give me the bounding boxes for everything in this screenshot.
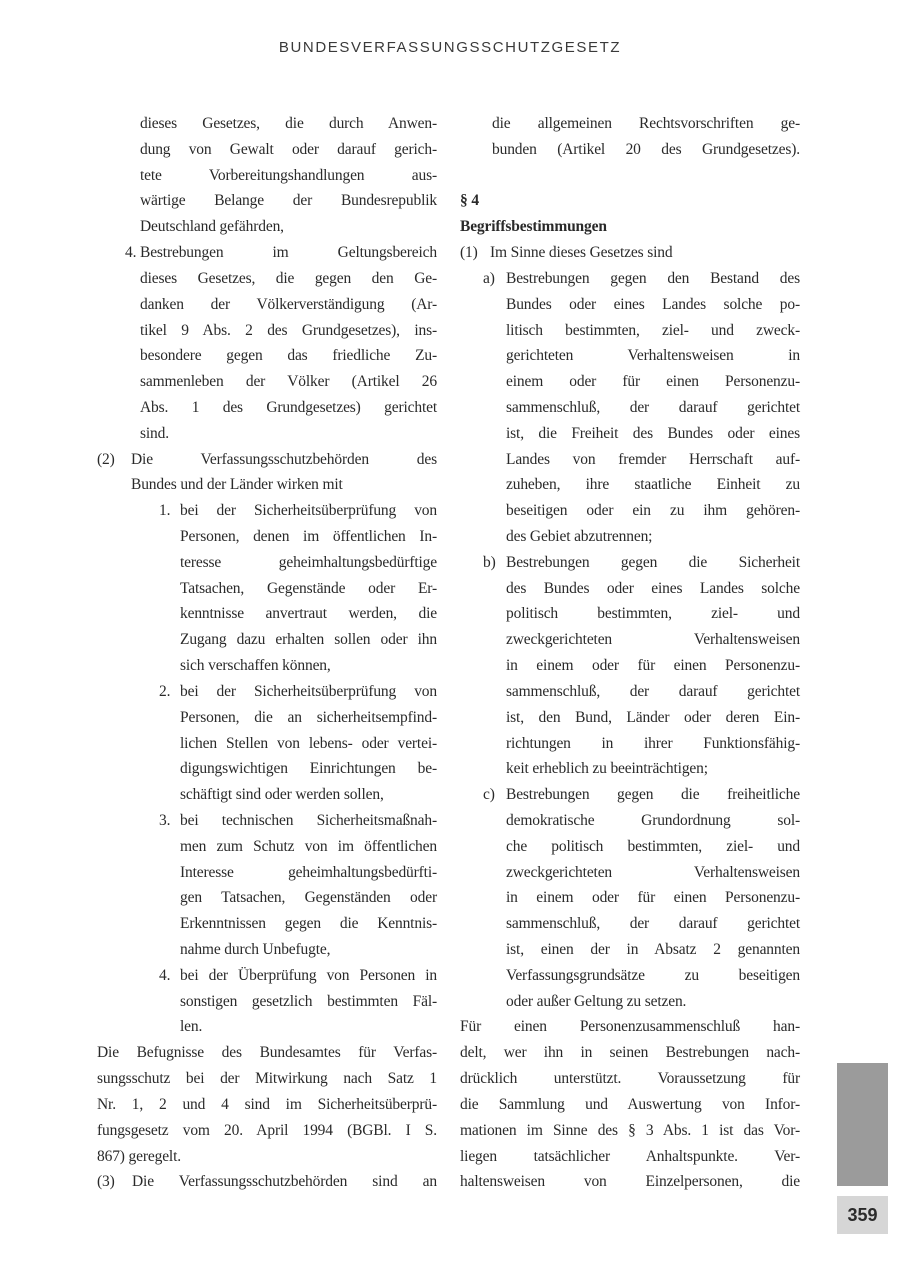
text-line: bunden (Artikel 20 des Grundgesetzes). <box>492 140 800 158</box>
paragraph-2 <box>97 447 437 499</box>
text-line: schäftigt sind oder werden sollen, <box>180 786 384 804</box>
section-heading <box>460 188 800 240</box>
list-marker: 2. <box>159 682 171 700</box>
list-marker: (3) <box>97 1173 115 1191</box>
text-line: in einem oder für einen Personenzu- <box>506 657 800 675</box>
paragraph-continuation <box>460 111 800 163</box>
text-line: gerichteten Verhaltensweisen in <box>506 347 800 365</box>
text-line: Begriffsbestimmungen <box>460 218 607 236</box>
text-line: sammenschluß, der darauf gerichtet <box>506 398 800 416</box>
text-line: sammenschluß, der darauf gerichtet <box>506 915 800 933</box>
list-item-2 <box>97 679 437 808</box>
list-marker: (1) <box>460 244 478 262</box>
text-line: einem oder für einen Personenzu- <box>506 373 800 391</box>
text-line: Bestrebungen im Geltungsbereich <box>140 244 437 262</box>
text-line: Im Sinne dieses Gesetzes sind <box>490 244 673 262</box>
text-line: danken der Völkerverständigung (Ar- <box>140 295 437 313</box>
text-line: che politisch bestimmten, ziel- und <box>506 837 800 855</box>
list-marker: 1. <box>159 502 171 520</box>
text-line: Bestrebungen gegen die Sicherheit <box>506 553 800 571</box>
list-marker: (2) <box>97 450 115 468</box>
text-line: sonstigen gesetzlich bestimmten Fäl- <box>180 992 437 1010</box>
list-item-a <box>460 266 800 550</box>
text-line: Bestrebungen gegen den Bestand des <box>506 269 800 287</box>
list-marker: c) <box>483 786 495 804</box>
text-line: Bundes oder eines Landes solche po- <box>506 295 800 313</box>
text-line: Für einen Personenzusammenschluß han- <box>460 1018 800 1036</box>
text-line: Interesse geheimhaltungsbedürfti- <box>180 863 437 881</box>
text-line: drücklich unterstützt. Voraussetzung für <box>460 1070 800 1088</box>
text-line: litisch bestimmten, ziel- und zweck- <box>506 321 800 339</box>
list-marker: b) <box>483 553 496 571</box>
text-line: dieses Gesetzes, die durch Anwen- <box>140 115 437 132</box>
text-line: ist, einen der in Absatz 2 genannten <box>506 941 800 958</box>
text-line: sammenleben der Völker (Artikel 26 <box>140 373 437 391</box>
text-line: in einem oder für einen Personenzu- <box>506 889 800 907</box>
text-line: ist, den Bund, Länder oder deren Ein- <box>506 708 800 726</box>
paragraph-befugnisse <box>97 1040 437 1169</box>
text-line: besondere gegen das friedliche Zu- <box>140 347 437 365</box>
text-line: lichen Stellen von lebens- oder vertei- <box>180 734 437 752</box>
text-line: Personen, die an sicherheitsempfind- <box>180 708 437 726</box>
page-number: 359 <box>847 1204 878 1225</box>
text-line: nahme durch Unbefugte, <box>180 941 331 958</box>
text-line: Nr. 1, 2 und 4 sind im Sicherheitsüberprü- <box>97 1095 437 1113</box>
text-line: Bestrebungen gegen die freiheitliche <box>506 786 800 804</box>
paragraph-1 <box>460 240 800 266</box>
text-line: bei technischen Sicherheitsmaßnah- <box>180 811 437 829</box>
text-line: Personen, denen im öffentlichen In- <box>180 528 437 545</box>
list-item-3 <box>97 808 437 963</box>
right-column <box>460 111 800 1195</box>
text-line: dieses Gesetzes, die gegen den Ge- <box>140 269 437 287</box>
list-item-c <box>460 782 800 1014</box>
text-line: Landes von fremder Herrschaft auf- <box>506 450 800 468</box>
list-item-4 <box>97 240 437 447</box>
text-line: ist, die Freiheit des Bundes oder eines <box>506 424 800 442</box>
list-marker: 3. <box>159 811 171 829</box>
text-line: beseitigen oder ein zu ihm gehören- <box>506 502 800 520</box>
text-line: tete Vorbereitungshandlungen aus- <box>140 166 437 184</box>
text-line: liegen tatsächlicher Anhaltspunkte. Ver- <box>460 1147 800 1165</box>
text-line: demokratische Grundordnung sol- <box>506 811 800 829</box>
text-line: die allgemeinen Rechtsvorschriften ge- <box>492 115 800 132</box>
text-line: tikel 9 Abs. 2 des Grundgesetzes), ins- <box>140 321 437 339</box>
text-line: Die Befugnisse des Bundesamtes für Verfas- <box>97 1044 437 1062</box>
text-line: dung von Gewalt oder darauf gerich- <box>140 140 437 158</box>
list-item-1 <box>97 498 437 679</box>
text-line: Erkenntnissen gegen die Kenntnis- <box>180 915 437 933</box>
paragraph-personenzusammenschluss <box>460 1014 800 1195</box>
text-line: bei der Sicherheitsüberprüfung von <box>180 682 437 700</box>
list-marker: a) <box>483 269 495 287</box>
text-line: richtungen in ihrer Funktionsfähig- <box>506 734 800 752</box>
text-line: sind. <box>140 424 169 442</box>
paragraph-3 <box>97 1169 437 1195</box>
text-line: mationen im Sinne des § 3 Abs. 1 ist das Vor- <box>460 1121 800 1139</box>
text-line: fungsgesetz vom 20. April 1994 (BGBl. I S. <box>97 1121 437 1139</box>
list-marker: 4. <box>159 966 171 984</box>
text-line: Deutschland gefährden, <box>140 218 284 236</box>
text-line: men zum Schutz von im öffentlichen <box>180 837 437 855</box>
text-line: digungswichtigen Einrichtungen be- <box>180 760 437 778</box>
text-line: Zugang dazu erhalten sollen oder ihn <box>180 631 437 649</box>
text-line: len. <box>180 1018 203 1036</box>
list-marker: 4. <box>125 244 137 262</box>
text-line: sich verschaffen können, <box>180 657 331 675</box>
text-line: Die Verfassungsschutzbehörden sind an <box>132 1173 437 1191</box>
list-item-4b <box>97 963 437 1040</box>
text-line: 867) geregelt. <box>97 1147 181 1165</box>
text-line: des Bundes oder eines Landes solche <box>506 579 800 597</box>
text-line: teresse geheimhaltungsbedürftige <box>180 553 437 571</box>
text-line: die Sammlung und Auswertung von Infor- <box>460 1095 800 1113</box>
text-line: Verfassungsgrundsätze zu beseitigen <box>506 966 800 984</box>
text-line: sungsschutz bei der Mitwirkung nach Satz 1 <box>97 1070 437 1088</box>
text-line: sammenschluß, der darauf gerichtet <box>506 682 800 700</box>
chapter-tab-marker <box>837 1063 888 1186</box>
text-line: wärtige Belange der Bundesrepublik <box>140 192 437 210</box>
text-line: zuheben, ihre staatliche Einheit zu <box>506 476 800 494</box>
left-column <box>97 111 437 1195</box>
list-item-continuation <box>97 111 437 240</box>
text-line: Die Verfassungsschutzbehörden des <box>131 450 437 468</box>
text-line: § 4 <box>460 192 479 210</box>
text-line: bei der Überprüfung von Personen in <box>180 966 437 984</box>
page-number-box <box>837 1196 888 1234</box>
text-line: politisch bestimmten, ziel- und <box>506 605 800 623</box>
text-line: keit erheblich zu beeinträchtigen; <box>506 760 708 778</box>
page-header-title: BUNDESVERFASSUNGSSCHUTZGESETZ <box>278 39 622 56</box>
text-line: delt, wer ihn in seinen Bestrebungen nach- <box>460 1044 800 1062</box>
text-line: Abs. 1 des Grundgesetzes) gerichtet <box>140 398 437 416</box>
text-line: kenntnisse anvertraut werden, die <box>180 605 437 623</box>
text-line: oder außer Geltung zu setzen. <box>506 992 687 1010</box>
text-line: bei der Sicherheitsüberprüfung von <box>180 502 437 520</box>
list-item-b <box>460 550 800 782</box>
text-line: Bundes und der Länder wirken mit <box>131 476 343 494</box>
text-line: haltensweisen von Einzelpersonen, die <box>460 1173 800 1191</box>
text-line: gen Tatsachen, Gegenständen oder <box>180 889 437 907</box>
text-line: Tatsachen, Gegenstände oder Er- <box>180 579 437 597</box>
text-line: zweckgerichteten Verhaltensweisen <box>506 863 800 881</box>
text-line: zweckgerichteten Verhaltensweisen <box>506 631 800 649</box>
column-spacer <box>460 163 800 189</box>
text-line: des Gebiet abzutrennen; <box>506 528 653 545</box>
